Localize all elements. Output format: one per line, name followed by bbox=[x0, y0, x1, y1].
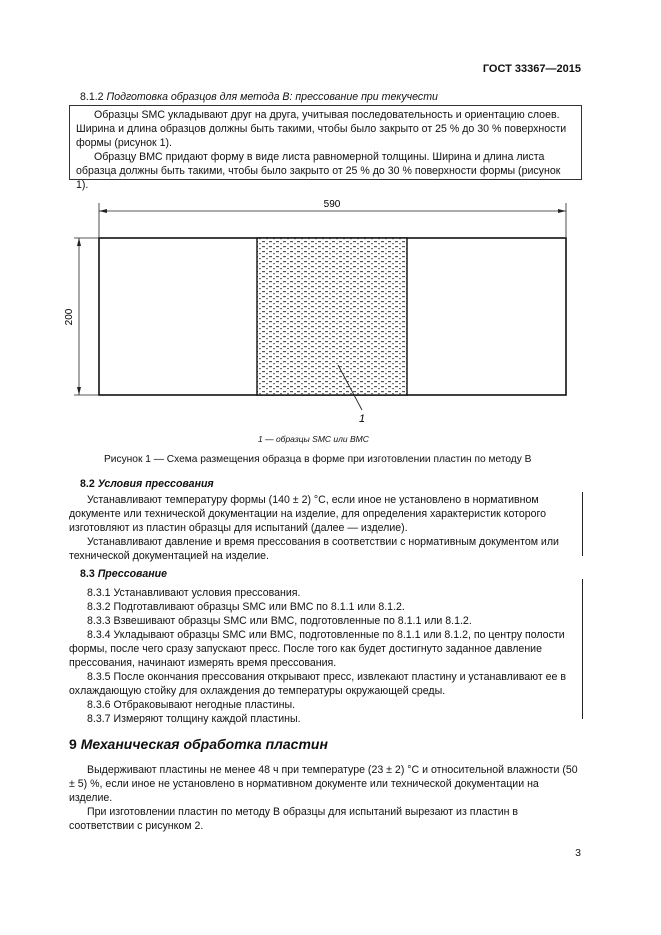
section-number: 9 bbox=[69, 736, 77, 752]
document-id: ГОСТ 33367—2015 bbox=[482, 63, 581, 75]
paragraph: Образцы SMC укладывают друг на друга, учитывая последовательность и ориентацию слоев. Ширина и длина образцов должны быть такими, чтобы было закрыто от 25 % до 30 % поверхности формы (рисунок 1). bbox=[76, 109, 567, 149]
height-dimension-label: 200 bbox=[64, 308, 75, 326]
paragraph: Образцу ВМС придают форму в виде листа равномерной толщины. Ширина и длина листа образца должны быть такими, чтобы было закрыто от 25 % до 30 % поверхности формы (рисунок 1). bbox=[76, 151, 561, 191]
paragraph: Устанавливают давление и время прессования в соответствии с нормативным документом или технической документацией на изделие. bbox=[69, 536, 559, 562]
width-dimension-label: 590 bbox=[323, 199, 341, 210]
figure-1 bbox=[64, 195, 580, 435]
callout-number: 1 bbox=[359, 413, 366, 425]
section-title: Условия прессования bbox=[97, 478, 214, 490]
change-bar bbox=[582, 579, 584, 719]
list-item: 8.3.6 Отбраковывают негодные пластины. bbox=[87, 699, 296, 711]
paragraph: При изготовлении пластин по методу В образцы для испытаний вырезают из пластин в соответствии с рисунком 2. bbox=[69, 806, 519, 832]
list-item: 8.3.5 После окончания прессования открывают пресс, извлекают пластину и устанавливают ее в охлаждающую стойку для охлаждения до температуры окружающей среды. bbox=[69, 671, 567, 697]
section-9-body bbox=[69, 763, 582, 833]
section-8-1-2-heading bbox=[80, 90, 438, 104]
section-9-heading bbox=[69, 737, 328, 751]
list-item: 8.3.2 Подготавливают образцы SMC или ВМС по 8.1.1 или 8.1.2. bbox=[87, 601, 405, 613]
section-8-3 bbox=[69, 567, 582, 726]
section-heading bbox=[69, 567, 582, 581]
specimen-area bbox=[257, 238, 407, 395]
change-bar bbox=[582, 492, 584, 556]
figure-legend: 1 — образцы SMC или BMC bbox=[258, 434, 369, 444]
list-item: 8.3.4 Укладывают образцы SMC или ВМС, подготовленные по 8.1.1 или 8.1.2, по центру полости формы, после чего сразу запускают пресс. После того как будет достигнуто заданное давление прессования, начинают измерять время прессования. bbox=[69, 629, 565, 669]
list-item: 8.3.1 Устанавливают условия прессования. bbox=[87, 587, 301, 599]
list-item: 8.3.7 Измеряют толщину каждой пластины. bbox=[87, 713, 301, 725]
section-title: Механическая обработка пластин bbox=[80, 736, 328, 752]
section-title: Подготовка образцов для метода В: прессование при текучести bbox=[106, 91, 438, 103]
section-number: 8.3 bbox=[80, 568, 95, 580]
amended-text-box bbox=[69, 105, 582, 191]
paragraph: Устанавливают температуру формы (140 ± 2) °С, если иное не установлено в нормативном документе или технической документации на изделие, для определения характеристик которого изготовляют из пластин образцы для испытаний (далее — изделие). bbox=[69, 494, 547, 534]
paragraph: Выдерживают пластины не менее 48 ч при температуре (23 ± 2) °С и относительной влажности (50 ± 5) %, если иное не установлено в нормативном документе или технической документации на изделие. bbox=[69, 764, 578, 804]
section-number: 8.1.2 bbox=[80, 91, 104, 103]
section-heading bbox=[69, 477, 582, 491]
page-number: 3 bbox=[575, 847, 581, 859]
figure-title: Рисунок 1 — Схема размещения образца в форме при изготовлении пластин по методу В bbox=[104, 454, 532, 465]
section-number: 8.2 bbox=[80, 478, 95, 490]
mold-diagram bbox=[64, 195, 580, 435]
list-item: 8.3.3 Взвешивают образцы SMC или ВМС, подготовленные по 8.1.1 или 8.1.2. bbox=[87, 615, 472, 627]
section-8-2 bbox=[69, 477, 582, 563]
section-title: Прессование bbox=[97, 568, 167, 580]
